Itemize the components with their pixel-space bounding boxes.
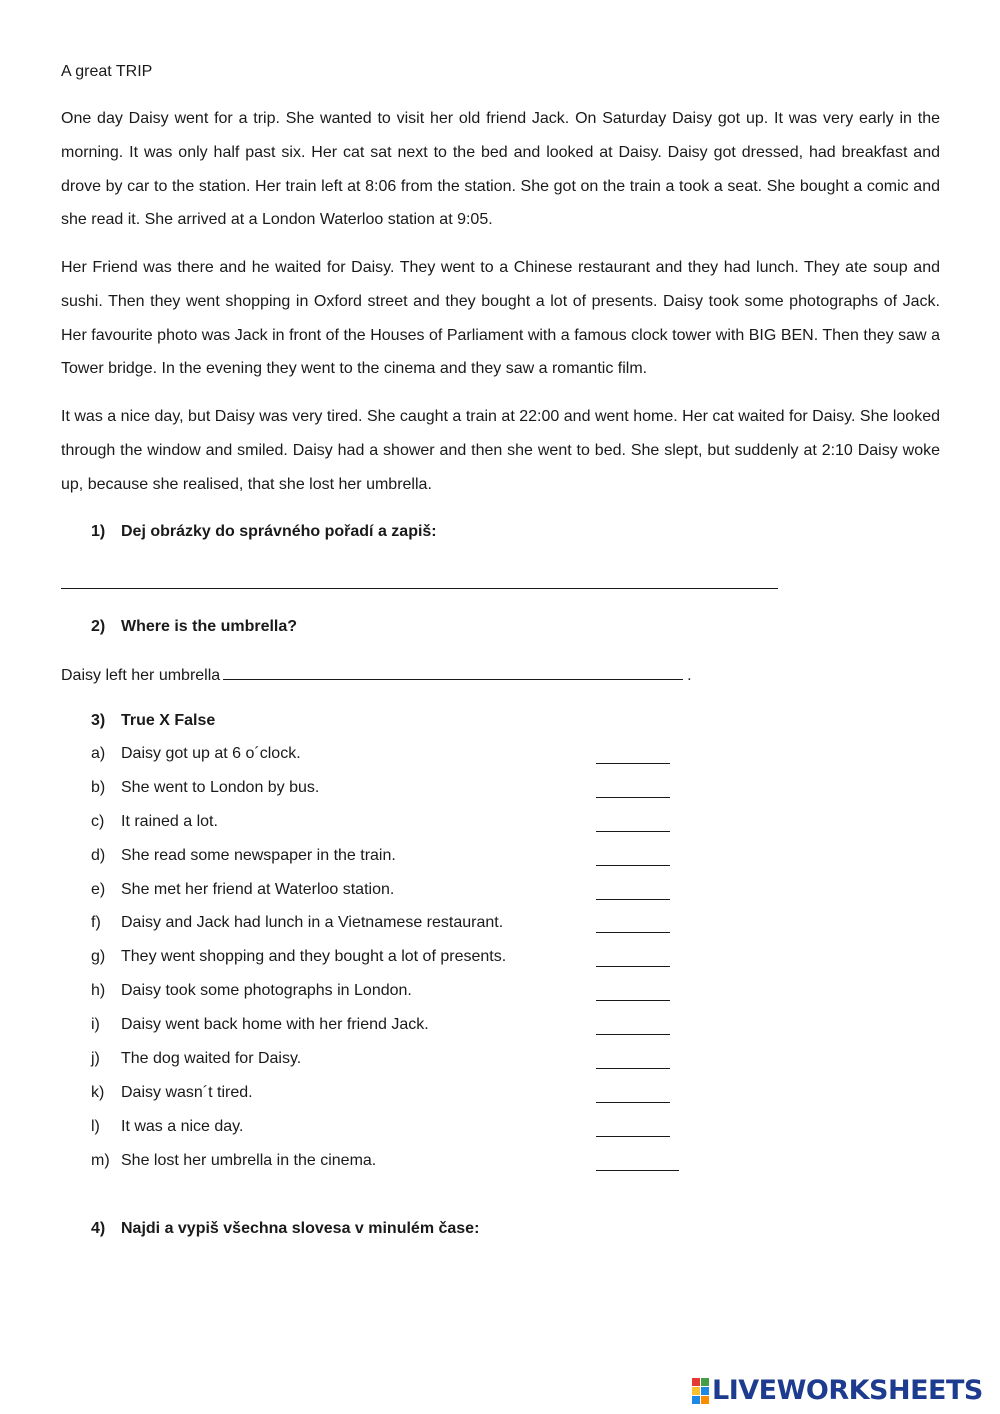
item-letter: b) [91,778,106,796]
task-4-heading [91,1218,479,1240]
sentence-start: Daisy left her umbrella [61,667,221,684]
item-letter: e) [91,880,106,898]
umbrella-sentence [61,662,692,687]
liveworksheets-logo [692,1374,983,1408]
answer-blank[interactable] [596,1000,670,1001]
item-statement: It rained a lot. [121,812,218,830]
true-false-list [91,743,711,1184]
list-item [91,1150,711,1184]
task-number: 4) [91,1220,106,1237]
order-answer-line[interactable] [61,572,778,589]
list-item [91,980,711,1014]
item-letter: k) [91,1083,105,1101]
list-item [91,1048,711,1082]
answer-blank[interactable] [596,932,670,933]
task-instruction: True X False [121,712,216,729]
worksheet-title: A great TRIP [61,63,153,80]
task-number: 1) [91,523,106,540]
item-letter: m) [91,1151,110,1169]
item-letter: a) [91,745,106,762]
list-item [91,845,711,879]
item-statement: She met her friend at Waterloo station. [121,880,395,898]
item-statement: Daisy went back home with her friend Jack. [121,1016,429,1034]
umbrella-answer-blank[interactable] [223,662,683,680]
answer-blank[interactable] [596,831,670,832]
list-item [91,743,711,777]
item-statement: She went to London by bus. [121,778,320,796]
item-statement: It was a nice day. [121,1117,244,1135]
item-statement: Daisy wasn´t tired. [121,1083,253,1101]
list-item [91,1014,711,1048]
answer-blank[interactable] [596,966,670,967]
item-statement: Daisy and Jack had lunch in a Vietnamese restaurant. [121,914,504,932]
answer-blank[interactable] [596,1170,679,1171]
item-statement: They went shopping and they bought a lot of presents. [121,948,507,966]
task-number: 2) [91,618,106,635]
list-item [91,912,711,946]
task-1-heading [91,521,437,543]
list-item [91,946,711,980]
item-letter: d) [91,846,106,864]
item-letter: i) [91,1016,100,1034]
list-item [91,1116,711,1150]
item-letter: h) [91,982,106,1000]
logo-text: LIVEWORKSHEETS [712,1375,983,1406]
item-statement: Daisy got up at 6 o´clock. [121,745,301,762]
item-letter: j) [91,1050,100,1068]
answer-blank[interactable] [596,797,670,798]
list-item [91,1082,711,1116]
logo-icon [692,1378,709,1404]
task-instruction: Najdi a vypiš všechna slovesa v minulém čase: [121,1220,480,1237]
item-letter: f) [91,914,101,932]
item-statement: The dog waited for Daisy. [121,1050,302,1068]
item-statement: She read some newspaper in the train. [121,846,396,864]
answer-blank[interactable] [596,1102,670,1103]
story-paragraph-3: It was a nice day, but Daisy was very tired. She caught a train at 22:00 and went home. Her cat waited for Daisy. She looked through the window and smiled. Daisy had a shower and then she went to bed. She slept, but suddenly at 2:10 Daisy woke up, because she realised, that she lost her umbrella. [61,408,940,493]
item-statement: She lost her umbrella in the cinema. [121,1151,377,1169]
answer-blank[interactable] [596,763,670,764]
list-item [91,777,711,811]
answer-blank[interactable] [596,1034,670,1035]
item-letter: c) [91,812,105,830]
sentence-end: . [687,667,692,684]
answer-blank[interactable] [596,899,670,900]
list-item [91,879,711,913]
story-paragraph-1: One day Daisy went for a trip. She wanted to visit her old friend Jack. On Saturday Daisy got up. It was very early in the morning. It was only half past six. Her cat sat next to the bed and looked at Daisy. Daisy got dressed, had breakfast and drove by car to the station. Her train left at 8:06 from the station. She got on the train a took a seat. She bought a comic and she read it. She arrived at a London Waterloo station at 9:05. [61,110,940,229]
task-instruction: Dej obrázky do správného pořadí a zapiš: [121,523,437,540]
task-instruction: Where is the umbrella? [121,618,298,635]
answer-blank[interactable] [596,865,670,866]
task-2-heading [91,616,297,638]
task-number: 3) [91,712,106,729]
answer-blank[interactable] [596,1068,670,1069]
story-paragraph-2: Her Friend was there and he waited for Daisy. They went to a Chinese restaurant and they had lunch. They ate soup and sushi. Then they went shopping in Oxford street and they bought a lot of presents. Daisy took some photographs of Jack. Her favourite photo was Jack in front of the Houses of Parliament with a famous clock tower with BIG BEN. Then they saw a Tower bridge. In the evening they went to the cinema and they saw a romantic film. [61,259,940,378]
item-letter: l) [91,1117,100,1135]
item-statement: Daisy took some photographs in London. [121,982,412,1000]
task-3-heading [91,710,215,732]
item-letter: g) [91,948,106,966]
answer-blank[interactable] [596,1136,670,1137]
list-item [91,811,711,845]
